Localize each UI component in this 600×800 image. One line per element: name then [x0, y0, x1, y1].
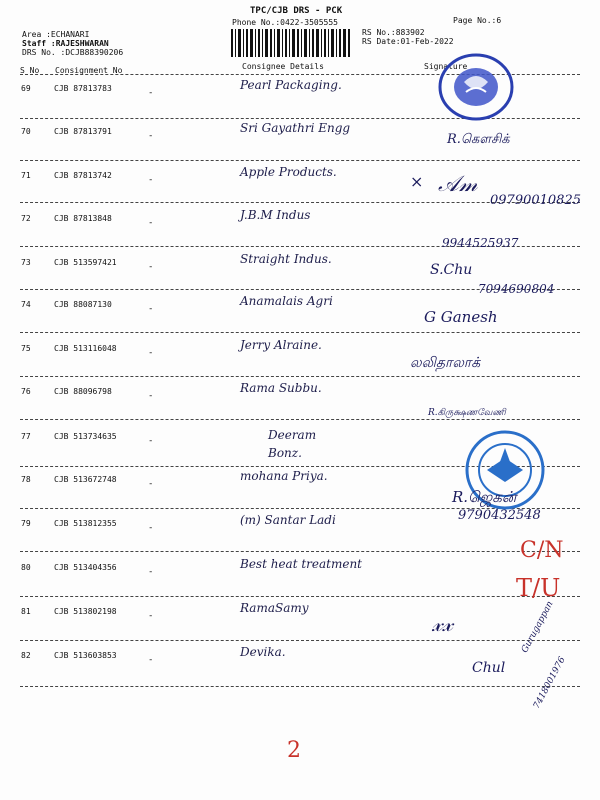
handwritten-note-phone: 7418001976 [532, 655, 568, 711]
row-consignee: Apple Products. [240, 165, 337, 179]
handwritten-signature-71: 𝒜𝓂 [438, 172, 478, 197]
col-header-sno: S No [20, 66, 40, 75]
cross-mark: × [410, 172, 424, 191]
table-row [0, 645, 600, 701]
handwritten-signature-78: R.ஜெகன் [452, 488, 517, 506]
row-sno: 80 [21, 563, 31, 572]
row-dash: - [148, 655, 154, 665]
row-sno: 75 [21, 344, 31, 353]
row-sno: 82 [21, 651, 31, 660]
handwritten-signature-74: G Ganesh [424, 308, 498, 326]
row-sno: 76 [21, 387, 31, 396]
rs-number: RS No.:883902 [362, 28, 425, 37]
handwritten-phone-79: 9790432548 [458, 508, 541, 523]
row-consignee: (m) Santar Ladi [240, 513, 336, 527]
handwritten-mark-tu: T/U [516, 574, 561, 602]
area-label: Area :ECHANARI [22, 30, 90, 39]
row-sno: 70 [21, 127, 31, 136]
stamp-seal-icon [436, 52, 516, 122]
row-consignment: CJB 88087130 [54, 300, 112, 309]
row-dash: - [148, 348, 154, 358]
col-header-consignment: Consignment No [55, 66, 123, 75]
row-dash: - [148, 175, 154, 185]
row-divider [20, 332, 580, 333]
row-divider [20, 376, 580, 377]
handwritten-signature-81: 𝓍𝓍 [432, 612, 453, 637]
row-consignee: Jerry Alraine. [240, 338, 322, 352]
row-dash: - [148, 436, 154, 446]
row-sno: 73 [21, 258, 31, 267]
row-dash: - [148, 523, 154, 533]
page-number: Page No.:6 [453, 16, 502, 25]
staff-label: Staff :RAJESHWARAN [22, 39, 109, 48]
handwritten-signature-70: R.கௌசிக் [447, 132, 510, 147]
row-consignee: Pearl Packaging. [240, 78, 342, 92]
row-consignee: Best heat treatment [240, 557, 363, 571]
barcode-graphic [231, 29, 351, 57]
row-consignment: CJB 513404356 [54, 563, 117, 572]
row-consignee: Rama Subbu. [240, 381, 322, 395]
row-consignee: Deeram Bonz. [268, 428, 317, 460]
row-consignment: CJB 87813783 [54, 84, 112, 93]
row-dash: - [148, 131, 154, 141]
handwritten-mark-cn: C/N [520, 538, 564, 563]
row-consignment: CJB 513812355 [54, 519, 117, 528]
handwritten-phone-72b: 9944525937 [442, 236, 519, 250]
handwritten-phone-72: 09790010825 [490, 193, 581, 208]
row-dash: - [148, 479, 154, 489]
row-consignee: Sri Gayathri Engg [240, 121, 351, 135]
row-consignee: Anamalais Agri [240, 294, 333, 308]
row-divider [20, 160, 580, 161]
row-consignee: RamaSamy [240, 601, 309, 615]
pearl-packaging-stamp [436, 52, 516, 122]
row-sno: 74 [21, 300, 31, 309]
row-sno: 69 [21, 84, 31, 93]
row-dash: - [148, 567, 154, 577]
row-dash: - [148, 391, 154, 401]
row-sno: 81 [21, 607, 31, 616]
row-consignment: CJB 513603853 [54, 651, 117, 660]
row-dash: - [148, 304, 154, 314]
handwritten-phone-73: 7094690804 [478, 282, 555, 296]
row-consignment: CJB 513597421 [54, 258, 117, 267]
row-sno: 71 [21, 171, 31, 180]
row-dash: - [148, 218, 154, 228]
row-divider [20, 640, 580, 641]
row-divider [20, 686, 580, 687]
row-consignment: CJB 87813848 [54, 214, 112, 223]
handwritten-signature-73: S.Chu [430, 262, 473, 278]
row-sno: 79 [21, 519, 31, 528]
drs-number: DRS No. :DCJB88390206 [22, 48, 124, 57]
document-title: TPC/CJB DRS - PCK [250, 6, 343, 16]
col-header-consignee: Consignee Details [242, 62, 324, 71]
row-consignment: CJB 88096798 [54, 387, 112, 396]
row-consignment: CJB 513116048 [54, 344, 117, 353]
handwritten-note-name: Gurugappan [520, 599, 556, 655]
row-divider [20, 419, 580, 420]
barcode [231, 29, 351, 57]
row-dash: - [148, 88, 154, 98]
row-sno: 78 [21, 475, 31, 484]
row-divider [20, 596, 580, 597]
row-consignment: CJB 87813742 [54, 171, 112, 180]
row-sno: 72 [21, 214, 31, 223]
row-consignee: Straight Indus. [240, 252, 332, 266]
row-consignment: CJB 513802198 [54, 607, 117, 616]
row-consignee: mohana Priya. [240, 469, 328, 483]
col-header-signature: Signature [424, 62, 468, 71]
row-dash: - [148, 611, 154, 621]
rs-date: RS Date:01-Feb-2022 [362, 37, 454, 46]
row-consignment: CJB 87813791 [54, 127, 112, 136]
row-consignee: Devika. [240, 645, 286, 659]
row-dash: - [148, 262, 154, 272]
handwritten-signature-82: Chul [472, 660, 506, 676]
phone-number: Phone No.:0422-3505555 [232, 18, 338, 27]
row-consignee: J.B.M Indus [240, 208, 311, 222]
row-divider [20, 551, 580, 552]
row-consignment: CJB 513734635 [54, 432, 117, 441]
handwritten-signature-75: லலிதாலாக் [410, 355, 481, 371]
handwritten-signature-76: R.கிருக்ஷணவேணி [428, 408, 506, 418]
table-row [0, 601, 600, 657]
handwritten-page-mark: 2 [287, 738, 301, 763]
row-consignment: CJB 513672748 [54, 475, 117, 484]
row-sno: 77 [21, 432, 31, 441]
